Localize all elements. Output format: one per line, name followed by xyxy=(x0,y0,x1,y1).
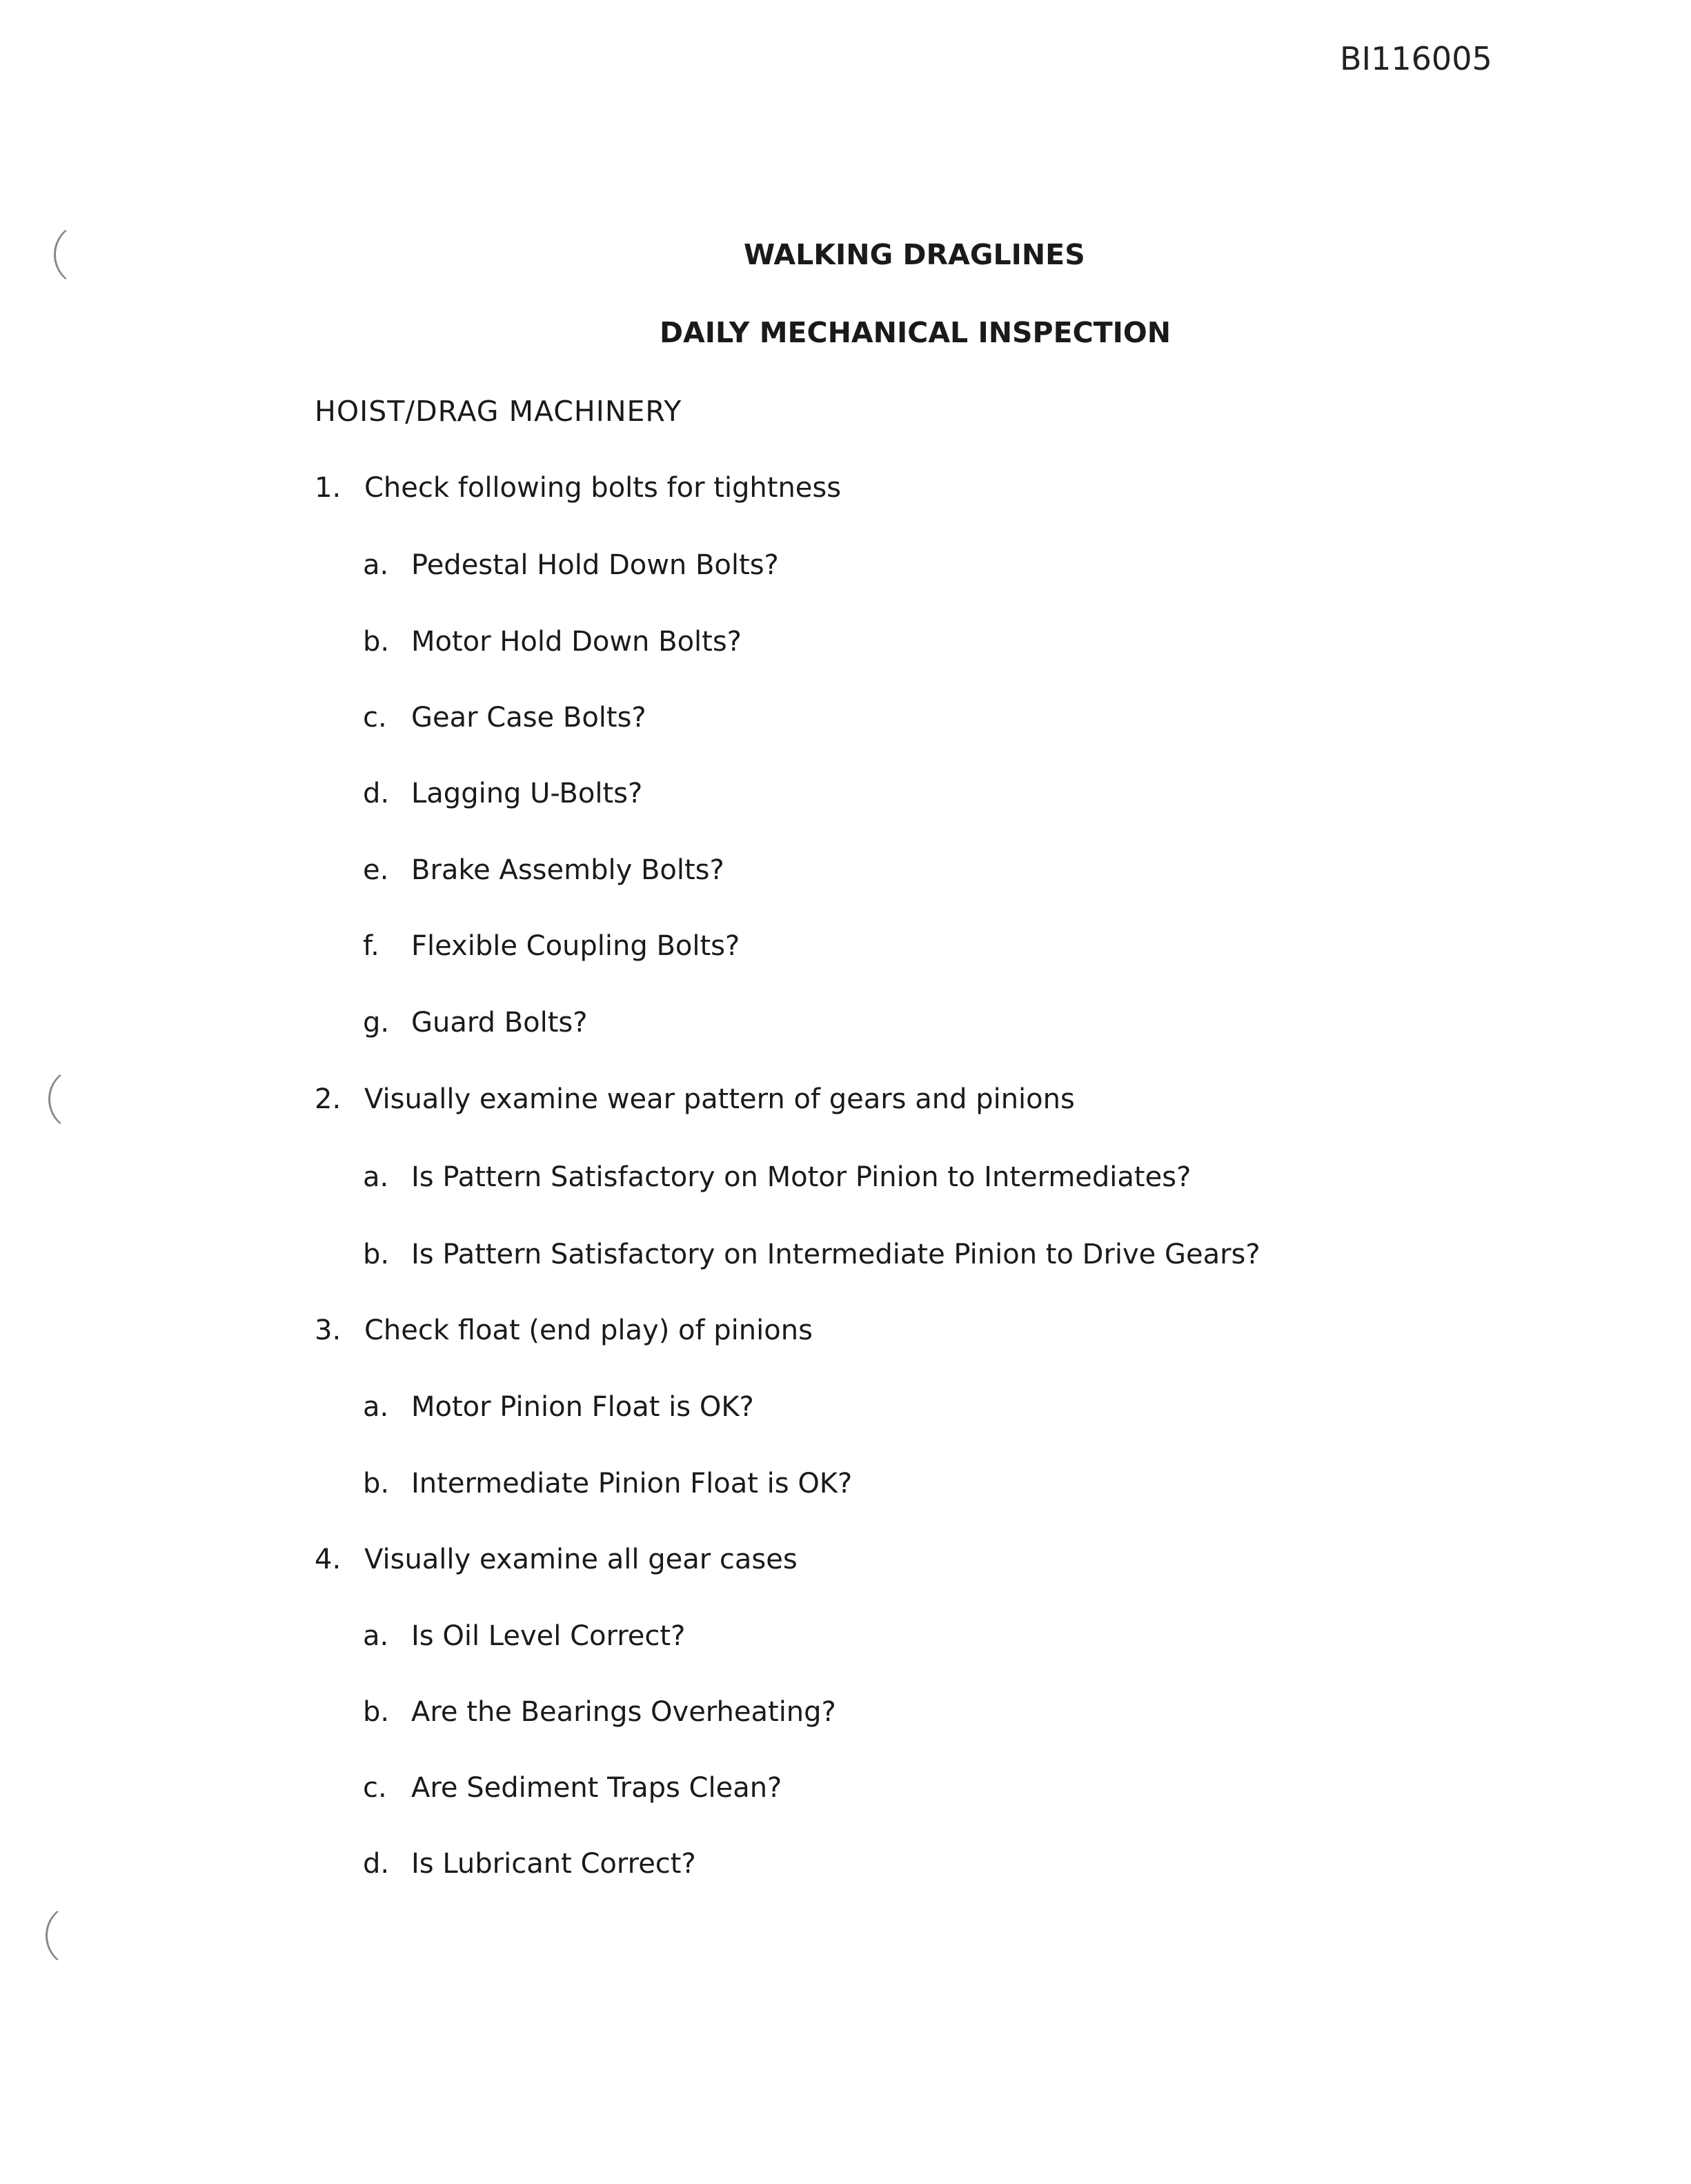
item-letter: a. xyxy=(363,549,389,581)
question-number: 1. xyxy=(315,472,342,504)
question-text: Check following bolts for tightness xyxy=(364,472,842,504)
item-text: Gear Case Bolts? xyxy=(411,702,646,734)
question-text: Visually examine all gear cases xyxy=(364,1544,798,1575)
item-letter: b. xyxy=(363,1468,390,1499)
item-text: Is Pattern Satisfactory on Intermediate Pinion to Drive Gears? xyxy=(411,1239,1260,1270)
item-letter: a. xyxy=(363,1620,389,1652)
item-letter: b. xyxy=(363,1239,390,1270)
binder-hole-mark-bottom xyxy=(46,1903,89,1968)
item-text: Flexible Coupling Bolts? xyxy=(411,930,740,962)
item-text: Guard Bolts? xyxy=(411,1007,588,1039)
binder-hole-mark-top xyxy=(54,222,97,287)
item-text: Is Lubricant Correct? xyxy=(411,1848,696,1880)
document-id: BI116005 xyxy=(1340,40,1492,77)
item-letter: b. xyxy=(363,626,390,658)
item-letter: f. xyxy=(363,930,379,962)
item-letter: d. xyxy=(363,1848,390,1880)
page-subtitle: DAILY MECHANICAL INSPECTION xyxy=(660,316,1171,349)
item-letter: b. xyxy=(363,1696,390,1728)
binder-hole-mark-middle xyxy=(48,1067,92,1132)
question-text: Check float (end play) of pinions xyxy=(364,1315,813,1346)
item-text: Motor Pinion Float is OK? xyxy=(411,1391,754,1423)
item-letter: e. xyxy=(363,854,389,886)
item-text: Intermediate Pinion Float is OK? xyxy=(411,1468,853,1499)
item-text: Brake Assembly Bolts? xyxy=(411,854,724,886)
section-heading: HOIST/DRAG MACHINERY xyxy=(315,395,682,428)
item-text: Pedestal Hold Down Bolts? xyxy=(411,549,779,581)
item-letter: g. xyxy=(363,1007,390,1039)
item-letter: c. xyxy=(363,702,387,734)
item-letter: d. xyxy=(363,778,390,809)
question-text: Visually examine wear pattern of gears and pinions xyxy=(364,1083,1075,1115)
question-number: 2. xyxy=(315,1083,342,1115)
item-letter: c. xyxy=(363,1772,387,1804)
question-number: 4. xyxy=(315,1544,342,1575)
item-text: Lagging U-Bolts? xyxy=(411,778,643,809)
item-text: Are the Bearings Overheating? xyxy=(411,1696,836,1728)
item-letter: a. xyxy=(363,1391,389,1423)
item-text: Are Sediment Traps Clean? xyxy=(411,1772,782,1804)
question-number: 3. xyxy=(315,1315,342,1346)
item-text: Motor Hold Down Bolts? xyxy=(411,626,742,658)
item-text: Is Oil Level Correct? xyxy=(411,1620,686,1652)
item-text: Is Pattern Satisfactory on Motor Pinion to Intermediates? xyxy=(411,1161,1191,1193)
page-title: WALKING DRAGLINES xyxy=(744,238,1085,271)
item-letter: a. xyxy=(363,1161,389,1193)
